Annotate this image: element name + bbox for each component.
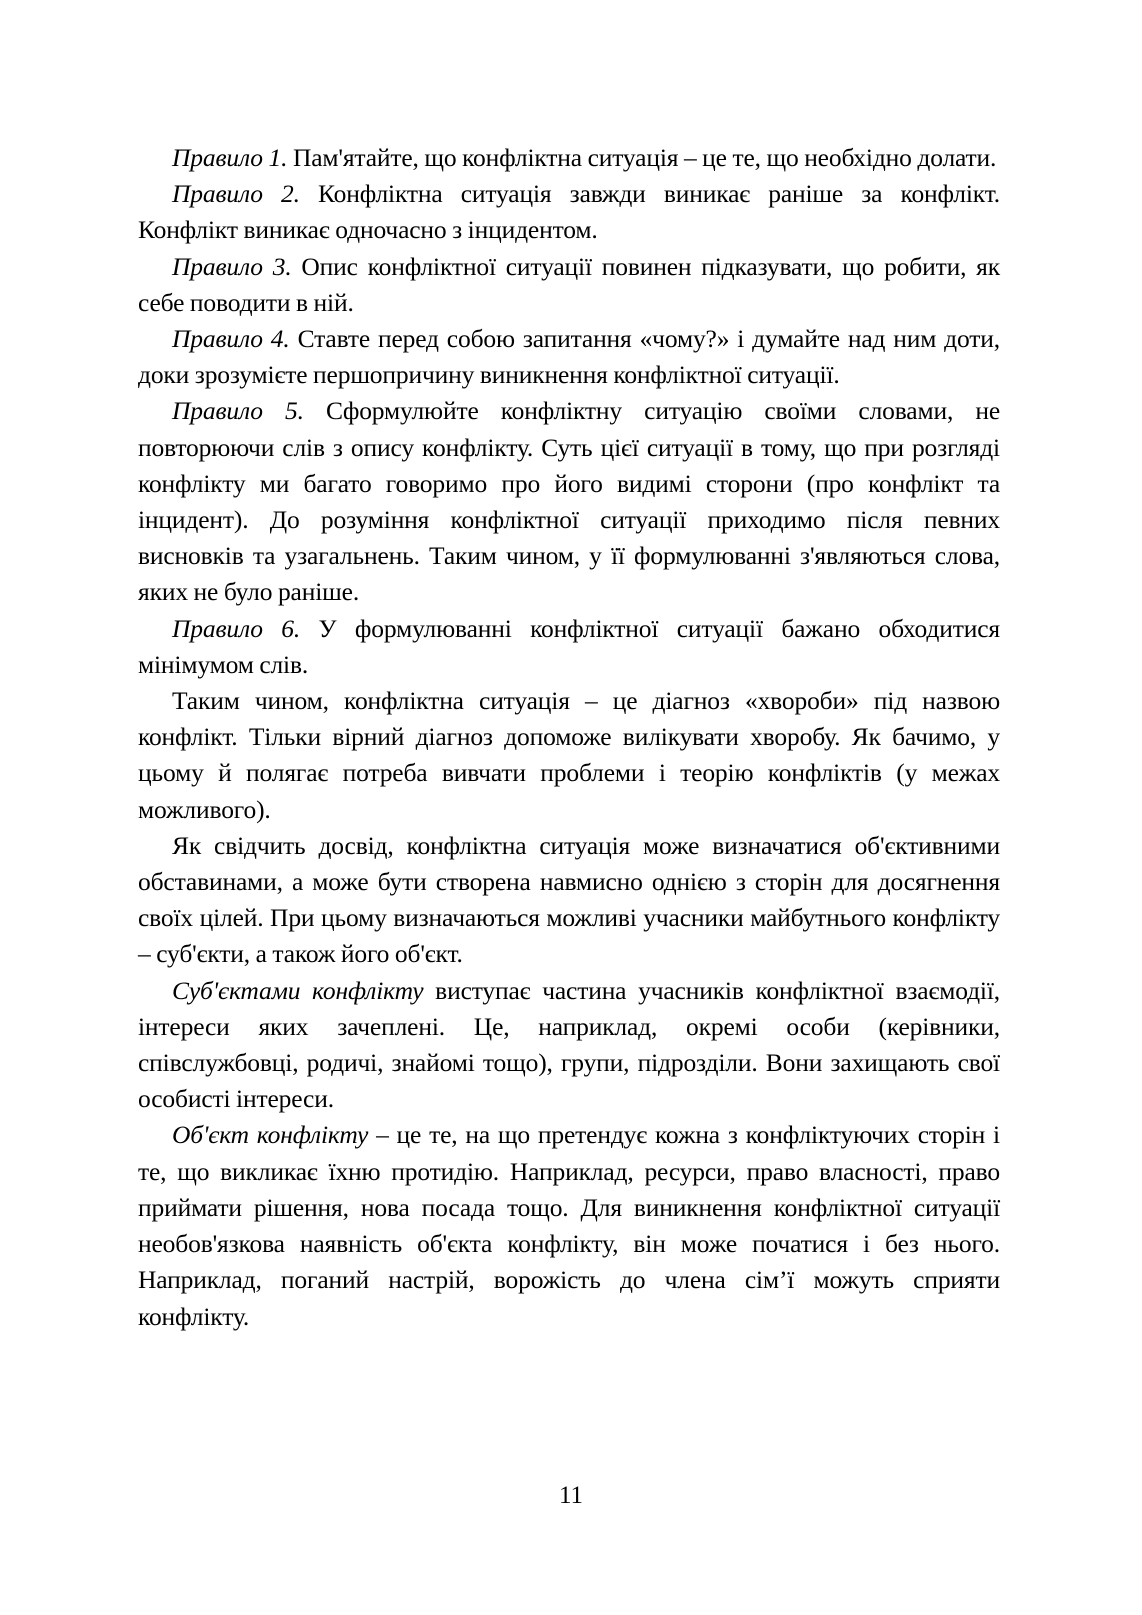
rule-label-3: Правило 3. [172, 251, 292, 281]
paragraph-rule-3 [138, 249, 1000, 321]
paragraph-object-of-conflict [138, 1117, 1000, 1334]
paragraph-subjects-of-conflict [138, 973, 1000, 1118]
rule-body-4: Ставте перед собою запитання «чому?» і думайте над ним доти, доки зрозумієте першопричину виникнення конфліктної ситуації. [138, 324, 1000, 390]
rule-body-1: Пам'ятайте, що конфліктна ситуація – це те, що необхідно долати. [287, 143, 997, 172]
rule-body-3: Опис конфліктної ситуації повинен підказувати, що робити, як себе поводити в ній. [138, 251, 1000, 317]
page-number: 11 [558, 1482, 584, 1509]
paragraph-rule-6 [138, 611, 1000, 683]
subjects-of-conflict-body: виступає частина учасників конфліктної взаємодії, інтереси яких зачеплені. Це, наприклад, окремі особи (керівники, співслужбовці, родичі, знайомі тощо), групи, підрозділи. Вони захищають свої особисті інтереси. [138, 975, 1001, 1114]
paragraph-rule-2 [138, 176, 1000, 248]
body-text-column [138, 140, 1000, 1335]
subjects-of-conflict-label: Суб'єктами конфлікту [172, 975, 424, 1005]
paragraph-rule-4 [138, 321, 1000, 393]
paragraph-rule-5 [138, 393, 1000, 610]
rule-label-5: Правило 5. [172, 396, 304, 426]
object-of-conflict-label: Об'єкт конфлікту [172, 1120, 369, 1150]
rule-label-2: Правило 2. [172, 179, 300, 209]
conclusion-diagnosis-body: Таким чином, конфліктна ситуація – це діагноз «хвороби» під назвою конфлікт. Тільки вірний діагноз допоможе вилікувати хворобу. Як бачимо, у цьому й полягає потреба вивчати проблеми і теорію конфліктів (у межах можливого). [138, 686, 1000, 824]
paragraph-experience-shows [138, 828, 1000, 973]
rule-body-6: У формулюванні конфліктної ситуації бажано обходитися мінімумом слів. [138, 613, 1000, 679]
paragraph-rule-1 [138, 140, 1000, 176]
object-of-conflict-body: – це те, на що претендує кожна з конфліктуючих сторін і те, що викликає їхню протидію. Наприклад, ресурси, право власності, право приймати рішення, нова посада тощо. Для виникнення конфліктної ситуації необов'язкова наявність об'єкта конфлікту, він може початися і без нього. Наприклад, поганий настрій, ворожість до члена сім’ї можуть сприяти конфлікту. [138, 1120, 1000, 1331]
experience-shows-body: Як свідчить досвід, конфліктна ситуація може визначатися об'єктивними обставинами, а може бути створена навмисно однією з сторін для досягнення своїх цілей. При цьому визначаються можливі учасники майбутнього конфлікту – суб'єкти, а також його об'єкт. [138, 830, 1000, 969]
rule-label-6: Правило 6. [172, 613, 301, 643]
rule-body-2: Конфліктна ситуація завжди виникає раніше за конфлікт. Конфлікт виникає одночасно з інцидентом. [138, 179, 1000, 245]
rule-label-4: Правило 4. [172, 324, 290, 354]
rule-label-1: Правило 1. [172, 143, 288, 172]
paragraph-conclusion-diagnosis [138, 683, 1000, 828]
rule-body-5: Сформулюйте конфліктну ситуацію своїми словами, не повторюючи слів з опису конфлікту. Суть цієї ситуації в тому, що при розгляді конфлікту ми багато говоримо про його видимі сторони (про конфлікт та інцидент). До розуміння конфліктної ситуації приходимо після певних висновків та узагальнень. Таким чином, у її формулюванні з'являються слова, яких не було раніше. [138, 396, 1000, 607]
